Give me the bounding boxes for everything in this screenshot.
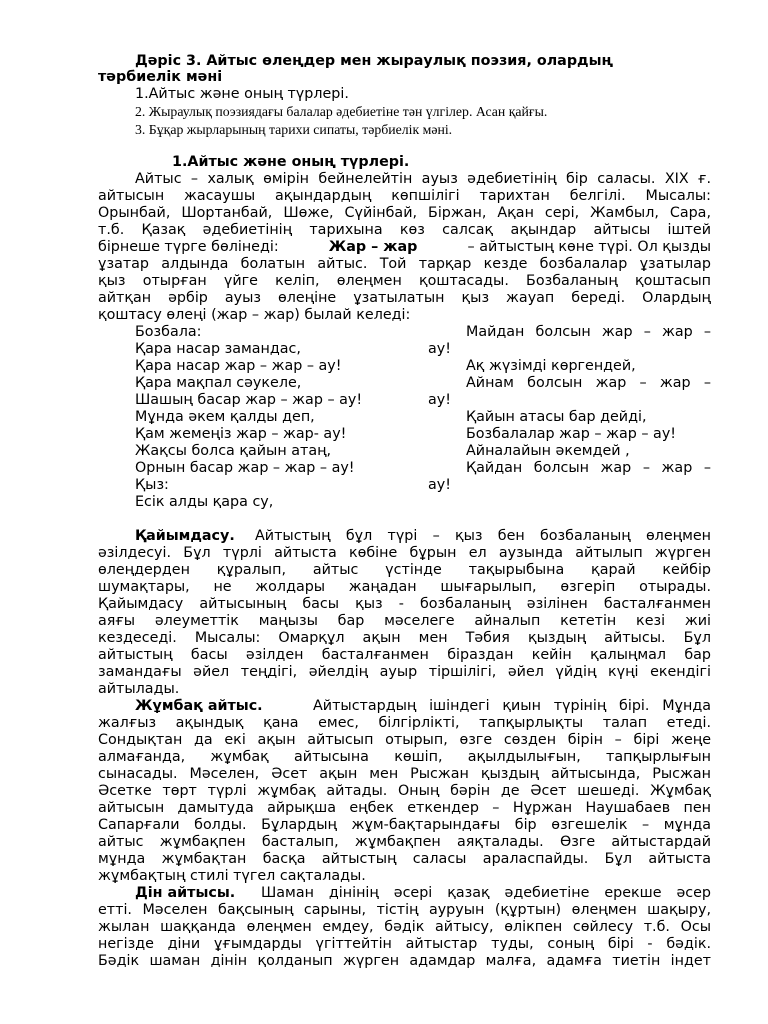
poem-line: Қара насар замандас,: [135, 341, 301, 357]
paragraph-line: [135, 528, 711, 545]
poem-line-wrap: ау!: [428, 392, 451, 408]
plan-item-1: 1.Айтыс және оның түрлері.: [135, 86, 349, 102]
paragraph-line: негізде діни ұғымдарды үгіттейтін айтыстар туды, соның бірі - бәдік.: [98, 936, 711, 952]
paragraph-text: Шаман дінінің әсері қазақ әдебиетіне ерекше әсер: [261, 885, 711, 901]
paragraph-line: айтылады.: [98, 681, 180, 697]
poem-line: Шашың басар жар – жар – ау!: [135, 392, 363, 408]
paragraph-line: қоштасу өлеңі (жар – жар) былай келеді:: [98, 307, 411, 323]
plan-item-2: 2. Жыраулық поэзиядағы балалар әдебиетіне тән үлгілер. Асан қайғы.: [135, 104, 548, 119]
paragraph-line: айтыстың басы әзілден басталғанмен біраздан кейін қалыңмал бар: [98, 647, 711, 663]
poem-line: Қара насар жар – жар – ау!: [135, 358, 342, 374]
poem-line-right: Айнам болсын жар – жар –: [466, 375, 711, 391]
paragraph-line: Сондықтан да екі ақын айтысып отырып, өзге сөзден бірін – бірі жеңе: [98, 732, 711, 748]
paragraph-line: мұнда жұмбақтан басқа айтыстың саласы араласпайды. Бұл айтыста: [98, 851, 711, 867]
poem-line: Жақсы болса қайын атаң,: [135, 443, 332, 459]
term-zhumbaq: Жұмбақ айтыс.: [135, 698, 263, 714]
paragraph-line: аяғы әлеуметтік маңызы бар мәселеге айналып кететін кезі жиі: [98, 613, 711, 629]
paragraph-line: [135, 885, 711, 902]
poem-line: Есік алды қара су,: [135, 494, 274, 510]
plan-item-3: 3. Бұқар жырларының тарихи сипаты, тәрбиелік мәні.: [135, 122, 453, 137]
paragraph-line: Орынбай, Шортанбай, Шөже, Сүйінбай, Біржан, Ақан сері, Жамбыл, Сара,: [98, 205, 711, 221]
paragraph-line: т.б. Қазақ әдебиетінің тарихына көз салсақ ақындар айтысы іштей: [98, 222, 711, 238]
paragraph-line: жалғыз ақындық қана емес, білгірлікті, тапқырлықты талап етеді.: [98, 715, 711, 731]
term-din: Дін айтысы.: [135, 885, 236, 901]
term-zhar-zhar: Жар – жар: [328, 239, 418, 255]
lecture-title-line1: Дәріс 3. Айтыс өлеңдер мен жыраулық поэзия, олардың: [135, 53, 614, 69]
paragraph-line: Әсетке төрт түрлі жұмбақ айтады. Оның бәрін де Әсет шешеді. Жұмбақ: [98, 783, 711, 799]
paragraph-line: айтысын жасаушы ақындардың көпшілігі тарихтан белгілі. Мысалы:: [98, 188, 711, 204]
paragraph-line: жұмбақтың стилі түгел сақталады.: [98, 868, 366, 884]
paragraph-line: Айтыс – халық өмірін бейнелейтін ауыз әдебиетінің бір саласы. XIX ғ.: [135, 171, 711, 187]
paragraph-line: жылан шаққанда өлеңмен емдеу, бәдік айтысу, өлікпен сөйлесу т.б. Осы: [98, 919, 711, 935]
lecture-title-line2: тәрбиелік мәні: [98, 69, 223, 85]
paragraph-line: айтыс жұмбақпен басталып, жұмбақпен аяқталады. Өзге айтыстардай: [98, 834, 711, 850]
paragraph-line: қыз отырған үйге келіп, өлеңмен қоштасады. Бозбаланың қоштасып: [98, 273, 711, 289]
paragraph-text: Айтыстардың ішіндегі қиын түрінің бірі. Мұнда: [313, 698, 711, 714]
paragraph-line: өлеңдерден құралып, айтыс үстінде тақырыбына қарай кейбір: [98, 562, 711, 578]
paragraph-line: [135, 698, 711, 715]
paragraph-line: кездеседі. Мысалы: Омарқұл ақын мен Тәбия қыздың айтысы. Бұл: [98, 630, 711, 646]
poem-line: Қам жемеңіз жар – жар- ау!: [135, 426, 347, 442]
poem-line-right: Қайын атасы бар дейді,: [466, 409, 647, 425]
paragraph-line: замандағы әйел теңдігі, әйелдің ауыр тіршілігі, әйел үйдің күңі екендігі: [98, 664, 711, 680]
poem-line-right: Айналайын әкемдей ,: [466, 443, 630, 459]
paragraph-line: шумақтары, не жолдары жаңадан шығарылып, өзгеріп отырады.: [98, 579, 711, 595]
poem-line-wrap: ау!: [428, 477, 451, 493]
poem-line-right: Қайдан болсын жар – жар –: [466, 460, 711, 476]
paragraph-line: айтысын дамытуда айрықша еңбек еткендер – Нұржан Наушабаев пен: [98, 800, 711, 816]
paragraph-line: алмағанда, жұмбақ айтысына көшіп, ақылдылығын, тапқырлығын: [98, 749, 711, 765]
poem-line-wrap: ау!: [428, 341, 451, 357]
paragraph-line: Қайымдасу айтысының басы қыз - бозбаланың әзілінен басталғанмен: [98, 596, 711, 612]
poem-line: Орнын басар жар – жар – ау!: [135, 460, 355, 476]
paragraph-line: әзілдесуі. Бұл түрлі айтыста көбіне бұрын ел аузында айтылып жүрген: [98, 545, 711, 561]
poem-line: Қара мақпал сәукеле,: [135, 375, 302, 391]
poem-line-right: Ақ жүзімді көргендей,: [466, 358, 636, 374]
paragraph-line: Бәдік шаман дінін қолданып жүрген адамдар малға, адамға тиетін індет: [98, 953, 711, 969]
paragraph-line: ұзатар алдында болатын айтыс. Той тарқар кезде бозбалалар ұзатылар: [98, 256, 711, 272]
poem-line-right: Майдан болсын жар – жар –: [466, 324, 711, 340]
paragraph-line: етті. Мәселен бақсының сарыны, тістің ауруын (құртын) өлеңмен шақыру,: [98, 902, 711, 918]
poem-line: Мұнда әкем қалды деп,: [135, 409, 315, 425]
paragraph-text: Айтыстың бұл түрі – қыз бен бозбаланың өлеңмен: [255, 528, 711, 544]
poem-line-right: Бозбалалар жар – жар – ау!: [466, 426, 677, 442]
poem-line: Бозбала:: [135, 324, 202, 340]
paragraph-line: Сапарғали болды. Бұлардың жұм-бақтарындағы бір өзгешелік – мұнда: [98, 817, 711, 833]
paragraph-text: – айтыстың көне түрі. Ол қызды: [467, 239, 711, 255]
section-heading: 1.Айтыс және оның түрлері.: [172, 154, 410, 170]
paragraph-line: сынасады. Мәселен, Әсет ақын мен Рысжан қыздың айтысында, Рысжан: [98, 766, 711, 782]
term-qaiymdasu: Қайымдасу.: [135, 528, 235, 544]
paragraph-line: [98, 239, 711, 256]
poem-line: Қыз:: [135, 477, 169, 493]
paragraph-line: айтқан әрбір ауыз өлеңіне ұзатылатын қыз жауап береді. Олардың: [98, 290, 711, 306]
paragraph-text: бірнеше түрге бөлінеді:: [98, 239, 279, 255]
